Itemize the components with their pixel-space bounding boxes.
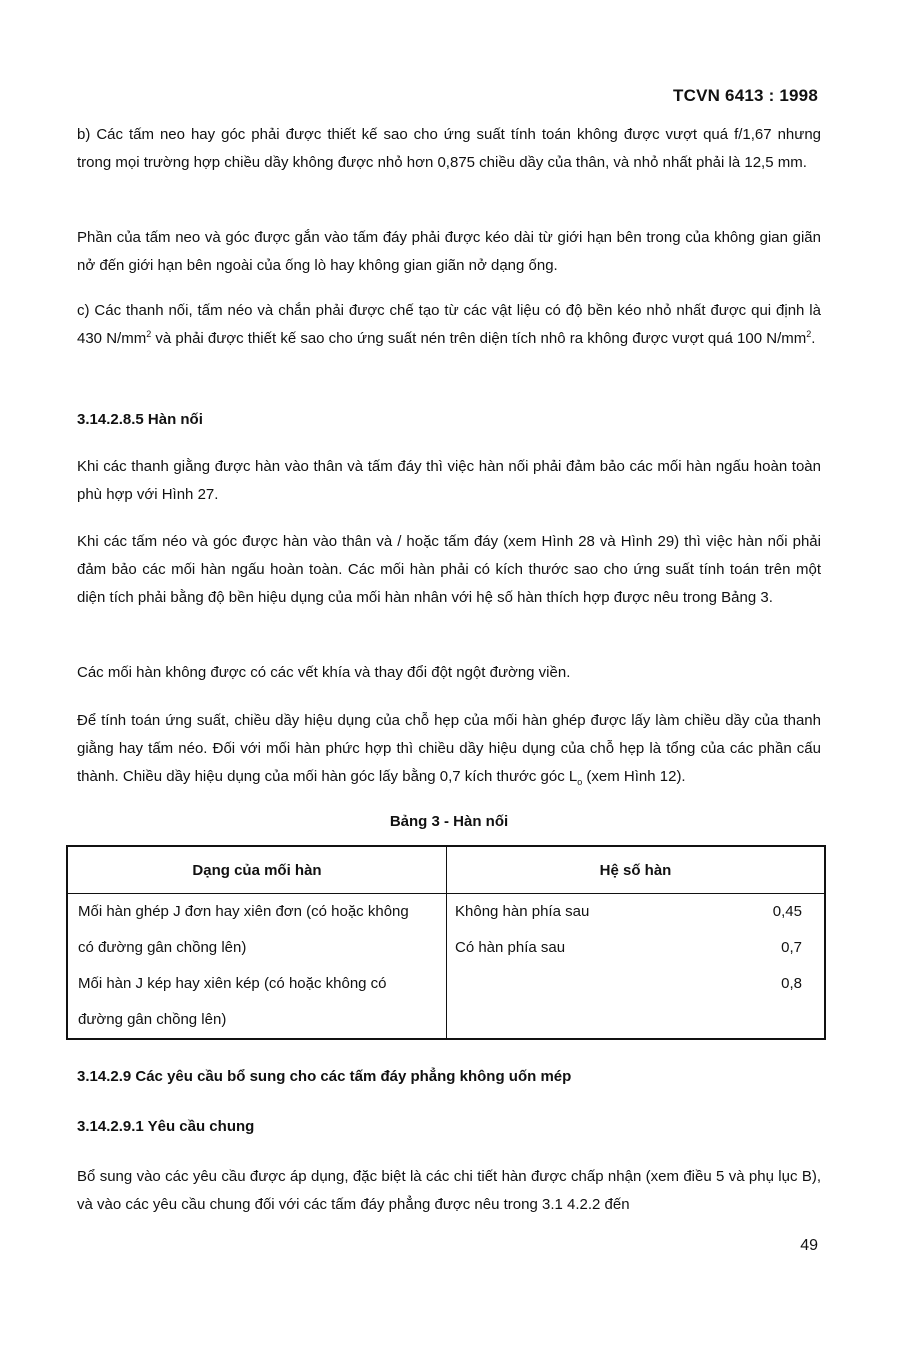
paragraph-weld-bars bbox=[77, 453, 821, 509]
paragraph-general-requirements-text: Bổ sung vào các yêu cầu được áp dụng, đặc biệt là các chi tiết hàn được chấp nhận (xem điều 5 và phụ lục B), và vào các yêu cầu chung đối với các tấm đáy phẳng được nêu trong 3.1 4.2.2 đến bbox=[77, 1168, 821, 1213]
coefficient-value: 0,7 bbox=[781, 939, 802, 956]
superscript-2: 2 bbox=[806, 329, 812, 339]
paragraph-effective-thickness bbox=[77, 707, 821, 791]
section-heading-3-14-2-9-1: 3.14.2.9.1 Yêu cầu chung bbox=[77, 1118, 255, 1135]
column-header-weld-coefficient: Hệ số hàn bbox=[447, 846, 826, 894]
coefficient-row bbox=[447, 894, 824, 930]
table-caption: Bảng 3 - Hàn nối bbox=[389, 813, 509, 830]
paragraph-anchor-extent-text: Phần của tấm neo và góc được gắn vào tấm đáy phải được kéo dài từ giới hạn bên trong của không gian giãn nở đến giới hạn bên ngoài của ống lò hay không gian giãn nở dạng ống. bbox=[77, 229, 821, 274]
paragraph-c bbox=[77, 297, 821, 353]
paragraph-weld-notches bbox=[77, 659, 821, 687]
coefficient-value: 0,8 bbox=[781, 975, 802, 992]
weld-type-line: đường gân chồng lên) bbox=[78, 1011, 227, 1028]
coefficient-row bbox=[447, 930, 824, 966]
page-number: 49 bbox=[800, 1237, 818, 1254]
paragraph-c-text-1: c) Các thanh nối, tấm néo và chắn phải được chế tạo từ các vật liệu có độ bền kéo nhỏ nhất được qui định là 430 N/mm bbox=[77, 302, 821, 347]
subscript-o: o bbox=[577, 777, 583, 787]
superscript-2: 2 bbox=[146, 329, 152, 339]
table-row bbox=[67, 894, 825, 1040]
section-heading-3-14-2-9: 3.14.2.9 Các yêu cầu bổ sung cho các tấm đáy phẳng không uốn mép bbox=[77, 1068, 572, 1085]
weld-type-cell bbox=[67, 894, 447, 1040]
weld-type-line: Mối hàn ghép J đơn hay xiên đơn (có hoặc không bbox=[78, 903, 409, 920]
paragraph-c-text-3: . bbox=[811, 330, 816, 347]
paragraph-weld-stays bbox=[77, 528, 821, 612]
paragraph-weld-bars-text: Khi các thanh giằng được hàn vào thân và tấm đáy thì việc hàn nối phải đảm bảo các mối hàn ngấu hoàn toàn phù hợp với Hình 27. bbox=[77, 458, 821, 503]
table-header-row bbox=[67, 846, 825, 894]
coefficient-value: 0,45 bbox=[772, 903, 802, 920]
paragraph-b bbox=[77, 121, 821, 177]
paragraph-b-text: b) Các tấm neo hay góc phải được thiết kế sao cho ứng suất tính toán không được vượt quá f/1,67 nhưng trong mọi trường hợp chiều dầy không được nhỏ hơn 0,875 chiều dầy của thân, và nhỏ nhất phải là 12,5 mm. bbox=[77, 126, 821, 171]
coefficient-label bbox=[455, 966, 781, 1002]
column-header-weld-type: Dạng của mối hàn bbox=[67, 846, 447, 894]
paragraph-weld-notches-text: Các mối hàn không được có các vết khía và thay đổi đột ngột đường viền. bbox=[77, 664, 571, 681]
standard-code: TCVN 6413 : 1998 bbox=[673, 86, 818, 105]
paragraph-anchor-extent bbox=[77, 224, 821, 280]
coefficient-label: Có hàn phía sau bbox=[455, 939, 566, 956]
coefficient-label: Không hàn phía sau bbox=[455, 903, 590, 920]
coefficient-row bbox=[447, 966, 824, 1002]
paragraph-effective-thickness-text: Để tính toán ứng suất, chiều dầy hiệu dụng của chỗ hẹp của mối hàn ghép được lấy làm chiều dầy của thanh giằng hay tấm néo. Đối với mối hàn phức hợp thì chiều dầy hiệu dụng của chỗ hẹp là tổng của các phần cấu thành. Chiều dầy hiệu dụng của mối hàn góc lấy bằng 0,7 kích thước góc L bbox=[77, 712, 821, 785]
paragraph-general-requirements bbox=[77, 1163, 821, 1219]
weld-type-line: Mối hàn J kép hay xiên kép (có hoặc không có bbox=[78, 975, 387, 992]
weld-type-line: có đường gân chồng lên) bbox=[78, 939, 247, 956]
paragraph-weld-stays-text: Khi các tấm néo và góc được hàn vào thân và / hoặc tấm đáy (xem Hình 28 và Hình 29) thì việc hàn nối phải đảm bảo các mối hàn ngấu hoàn toàn. Các mối hàn phải có kích thước sao cho ứng suất tính toán trên một diện tích phải bằng độ bền hiệu dụng của mối hàn nhân với hệ số hàn thích hợp được nêu trong Bảng 3. bbox=[77, 533, 821, 606]
paragraph-effective-thickness-tail: (xem Hình 12). bbox=[582, 768, 686, 785]
weld-coefficient-table bbox=[66, 845, 826, 1040]
weld-coefficient-cell bbox=[447, 894, 826, 1040]
paragraph-c-text-2: và phải được thiết kế sao cho ứng suất nén trên diện tích nhô ra không được vượt quá 100 N/mm bbox=[151, 330, 807, 347]
section-heading-3-14-2-8-5: 3.14.2.8.5 Hàn nối bbox=[77, 411, 203, 428]
